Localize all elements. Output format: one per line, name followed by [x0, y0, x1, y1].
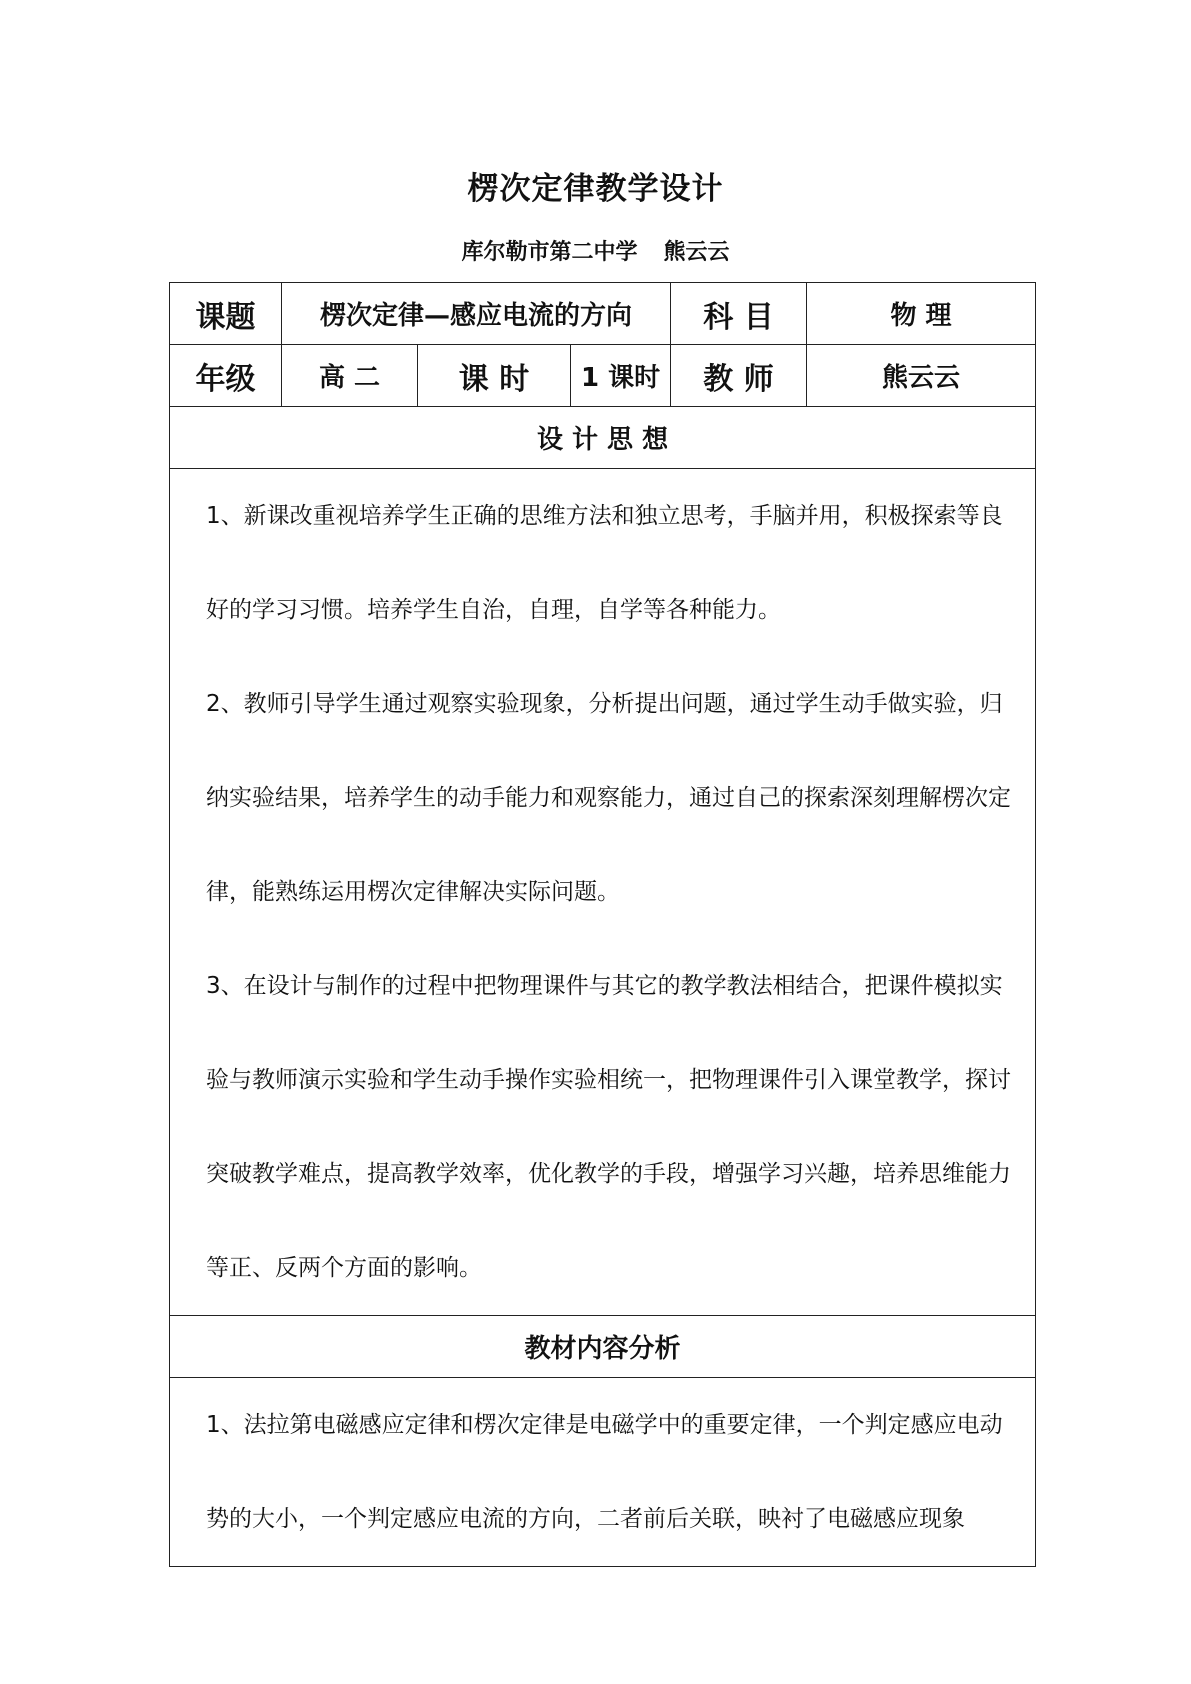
document-title: 楞次定律教学设计 [467, 171, 724, 207]
content-analysis-heading: 教材内容分析 [170, 1316, 1036, 1378]
author-name: 熊云云 [663, 240, 730, 265]
content-analysis-heading-row [170, 1316, 1036, 1378]
design-thought-paragraph-2: 2、教师引导学生通过观察实验现象，分析提出问题，通过学生动手做实验，归纳实验结果，培养学生的动手能力和观察能力，通过自己的探索深刻理解楞次定律，能熟练运用楞次定律解决实际问题。 [206, 691, 1011, 905]
hours-label: 课 时 [418, 345, 571, 407]
school-name: 库尔勒市第二中学 [461, 240, 638, 265]
info-row-grade [170, 345, 1036, 407]
lesson-plan-table [169, 282, 1036, 1567]
content-analysis-body [170, 1378, 1036, 1567]
design-thought-body [170, 469, 1036, 1316]
design-thought-heading: 设 计 思 想 [170, 407, 1036, 469]
info-row-topic [170, 283, 1036, 345]
design-thought-heading-row [170, 407, 1036, 469]
grade-label: 年级 [170, 345, 282, 407]
subject-value: 物 理 [807, 283, 1036, 345]
design-thought-paragraph-3: 3、在设计与制作的过程中把物理课件与其它的教学教法相结合，把课件模拟实验与教师演示实验和学生动手操作实验相统一，把物理课件引入课堂教学，探讨突破教学难点，提高教学效率，优化教学的手段，增强学习兴趣，培养思维能力等正、反两个方面的影响。 [206, 973, 1011, 1281]
document-author-line [0, 235, 1191, 266]
teacher-value: 熊云云 [807, 345, 1036, 407]
content-analysis-body-row [170, 1378, 1036, 1567]
design-thought-body-row [170, 469, 1036, 1316]
topic-value: 楞次定律—感应电流的方向 [282, 283, 671, 345]
subject-label: 科 目 [671, 283, 807, 345]
grade-value: 高 二 [282, 345, 418, 407]
topic-label: 课题 [170, 283, 282, 345]
teacher-label: 教 师 [671, 345, 807, 407]
content-analysis-paragraph-1: 1、法拉第电磁感应定律和楞次定律是电磁学中的重要定律，一个判定感应电动势的大小，一个判定感应电流的方向，二者前后关联，映衬了电磁感应现象 [206, 1412, 1003, 1532]
hours-value: 1 课时 [571, 345, 671, 407]
design-thought-paragraph-1: 1、新课改重视培养学生正确的思维方法和独立思考，手脑并用，积极探索等良好的学习习惯。培养学生自治，自理，自学等各种能力。 [206, 503, 1003, 623]
